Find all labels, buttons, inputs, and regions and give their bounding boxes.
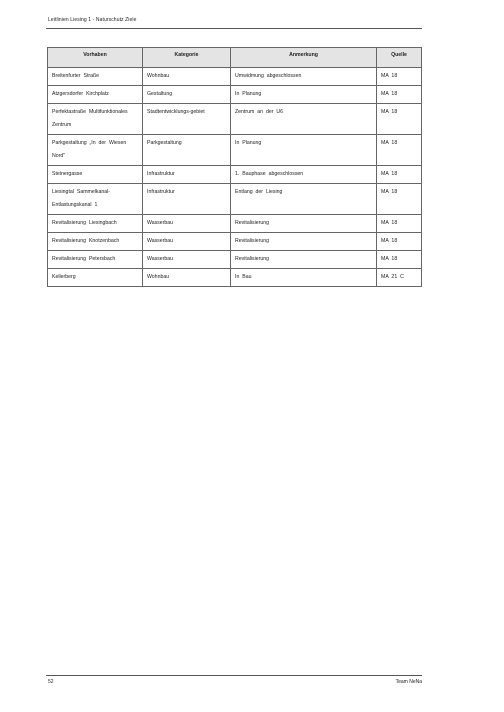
running-header: Leitlinien Liesing 1 - Naturschutz Ziele — [48, 17, 137, 23]
table-row — [48, 104, 422, 135]
cell-quelle: MA 18 — [377, 251, 422, 269]
cell-quelle: MA 18 — [377, 184, 422, 215]
cell-kategorie: Stadtentwicklungs-gebiet — [143, 104, 231, 135]
table-row — [48, 68, 422, 86]
cell-kategorie: Infrastruktur — [143, 184, 231, 215]
cell-kategorie: Parkgestaltung — [143, 135, 231, 166]
cell-anmerkung: Revitalisierung — [231, 233, 377, 251]
column-header-vorhaben: Vorhaben — [48, 48, 143, 68]
cell-quelle: MA 18 — [377, 233, 422, 251]
cell-kategorie: Wasserbau — [143, 251, 231, 269]
footer-divider — [46, 675, 422, 676]
table-row — [48, 166, 422, 184]
cell-kategorie: Wohnbau — [143, 68, 231, 86]
column-header-kategorie: Kategorie — [143, 48, 231, 68]
column-header-anmerkung: Anmerkung — [231, 48, 377, 68]
cell-quelle: MA 18 — [377, 68, 422, 86]
table-row — [48, 135, 422, 166]
cell-quelle: MA 21 C — [377, 269, 422, 287]
cell-anmerkung: In Bau — [231, 269, 377, 287]
cell-anmerkung: In Planung — [231, 86, 377, 104]
cell-vorhaben: Revitalisierung Petersbach — [48, 251, 143, 269]
table-row — [48, 184, 422, 215]
table-row — [48, 251, 422, 269]
cell-anmerkung: 1. Bauphase abgeschlossen — [231, 166, 377, 184]
cell-vorhaben: Parkgestaltung „In der Wiesen Nord" — [48, 135, 143, 166]
cell-kategorie: Wohnbau — [143, 269, 231, 287]
cell-anmerkung: Revitalisierung — [231, 251, 377, 269]
column-header-quelle: Quelle — [377, 48, 422, 68]
cell-vorhaben: Perfektastraße Multifunktionales Zentrum — [48, 104, 143, 135]
cell-kategorie: Gestaltung — [143, 86, 231, 104]
page-number: 52 — [48, 679, 54, 685]
table-row — [48, 233, 422, 251]
cell-quelle: MA 18 — [377, 135, 422, 166]
cell-vorhaben: Liesingtal Sammelkanal-Entlastungskanal 1 — [48, 184, 143, 215]
cell-vorhaben: Breitenfurter Straße — [48, 68, 143, 86]
table-row — [48, 86, 422, 104]
cell-vorhaben: Revitalisierung Liesingbach — [48, 215, 143, 233]
cell-anmerkung: Zentrum an der U6 — [231, 104, 377, 135]
cell-vorhaben: Kellerberg — [48, 269, 143, 287]
cell-vorhaben: Revitalisierung Knotzenbach — [48, 233, 143, 251]
cell-vorhaben: Atzgersdorfer Kirchplatz — [48, 86, 143, 104]
cell-quelle: MA 18 — [377, 86, 422, 104]
cell-vorhaben: Steinergasse — [48, 166, 143, 184]
cell-kategorie: Wasserbau — [143, 233, 231, 251]
cell-quelle: MA 18 — [377, 166, 422, 184]
cell-anmerkung: Umwidmung abgeschlossen — [231, 68, 377, 86]
table-row — [48, 269, 422, 287]
table-header-row — [48, 48, 422, 68]
cell-quelle: MA 18 — [377, 104, 422, 135]
header-divider — [46, 28, 422, 29]
cell-kategorie: Infrastruktur — [143, 166, 231, 184]
table-row — [48, 215, 422, 233]
cell-anmerkung: Revitalisierung — [231, 215, 377, 233]
cell-kategorie: Wasserbau — [143, 215, 231, 233]
cell-quelle: MA 18 — [377, 215, 422, 233]
footer-team-name: Team NeNa — [395, 679, 422, 685]
cell-anmerkung: In Planung — [231, 135, 377, 166]
cell-anmerkung: Entlang der Liesing — [231, 184, 377, 215]
projects-table — [47, 47, 422, 287]
